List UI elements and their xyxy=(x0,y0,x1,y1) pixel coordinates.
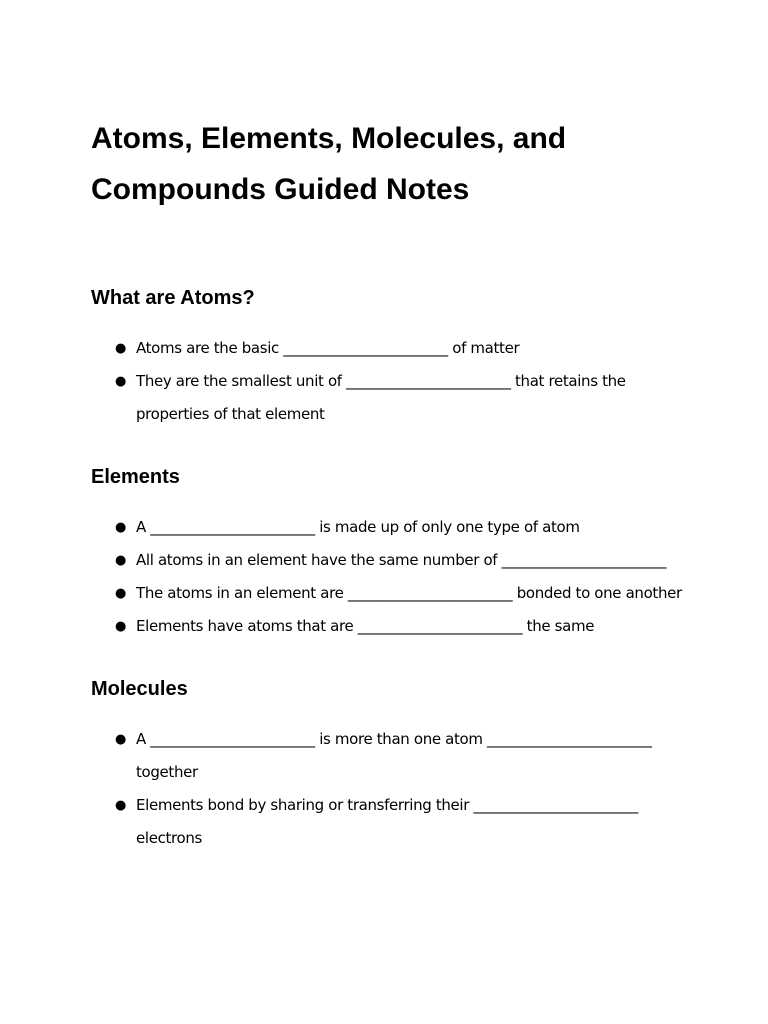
bullet-icon: ● xyxy=(115,520,126,535)
bullet-icon: ● xyxy=(115,586,126,601)
note-text: A _______________________ is more than one atom _______________________ together xyxy=(136,730,652,781)
document-title: Atoms, Elements, Molecules, and Compounds Guided Notes xyxy=(91,122,567,206)
note-text: The atoms in an element are _______________________ bonded to one another xyxy=(136,584,682,602)
list-item xyxy=(91,365,691,431)
section-heading-elements: Elements xyxy=(91,466,180,488)
note-text: Atoms are the basic _______________________ of matter xyxy=(136,339,520,357)
list-item xyxy=(91,577,691,610)
list-item xyxy=(91,544,691,577)
bullet-icon: ● xyxy=(115,732,126,747)
list-item xyxy=(91,610,691,643)
bullet-icon: ● xyxy=(115,341,126,356)
bullet-icon: ● xyxy=(115,619,126,634)
list-item xyxy=(91,723,691,789)
molecules-notes-list xyxy=(91,723,691,855)
note-text: They are the smallest unit of _______________________ that retains the properties of that element xyxy=(136,372,626,423)
elements-notes-list xyxy=(91,511,691,643)
section-heading-atoms: What are Atoms? xyxy=(91,287,255,309)
bullet-icon: ● xyxy=(115,553,126,568)
atoms-notes-list xyxy=(91,332,691,431)
note-text: Elements bond by sharing or transferring their _______________________ electrons xyxy=(136,796,638,847)
bullet-icon: ● xyxy=(115,374,126,389)
note-text: All atoms in an element have the same number of _______________________ xyxy=(136,551,667,569)
list-item xyxy=(91,332,691,365)
bullet-icon: ● xyxy=(115,798,126,813)
document-page xyxy=(91,113,691,855)
list-item xyxy=(91,789,691,855)
note-text: A _______________________ is made up of only one type of atom xyxy=(136,518,580,536)
list-item xyxy=(91,511,691,544)
section-heading-molecules: Molecules xyxy=(91,678,188,700)
note-text: Elements have atoms that are _______________________ the same xyxy=(136,617,595,635)
